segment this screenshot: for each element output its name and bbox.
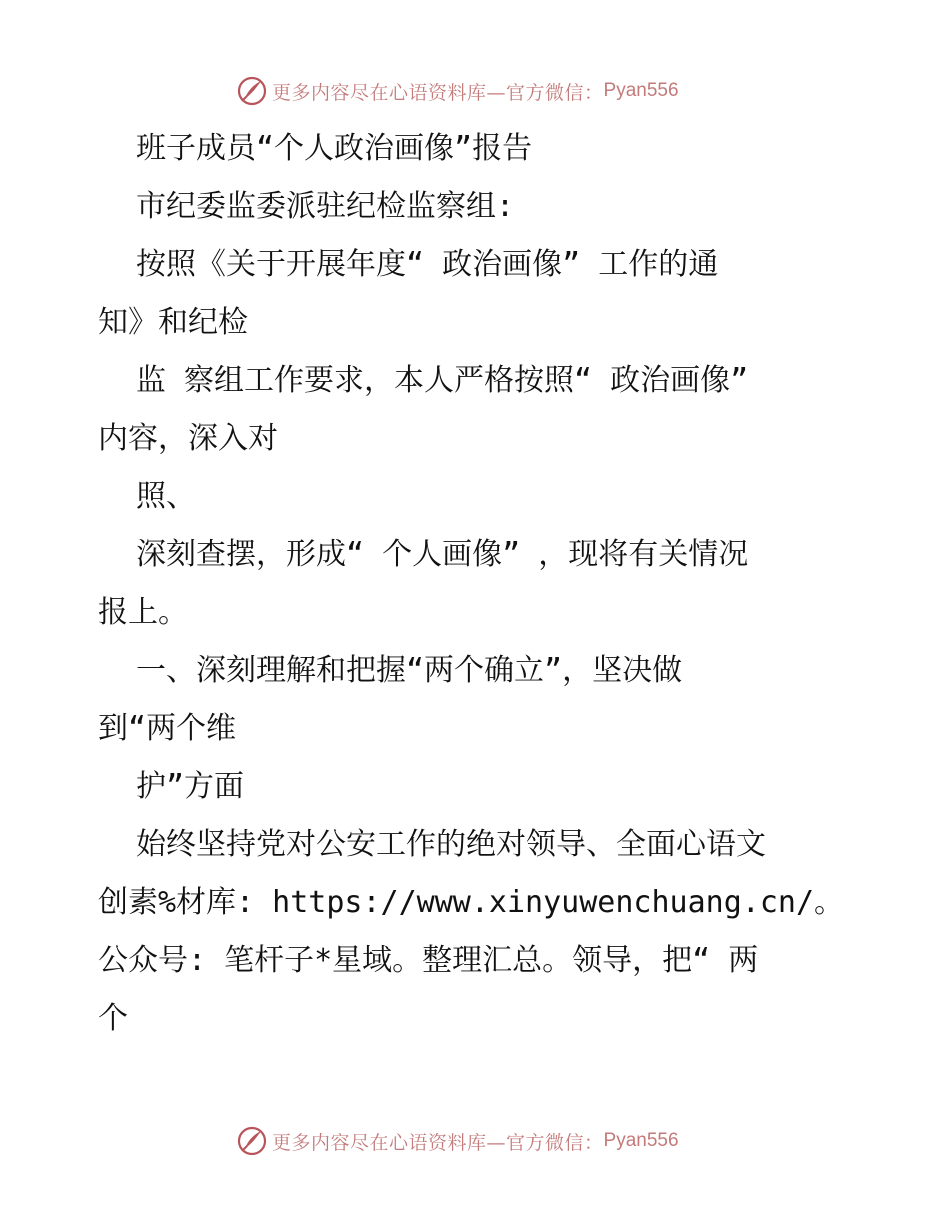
section-heading-line: 护”方面 — [136, 769, 245, 804]
paragraph-line: 照、 — [136, 479, 196, 514]
header-watermark — [236, 74, 679, 108]
paragraph-line: 始终坚持党对公安工作的绝对领导、全面心语文 — [136, 827, 766, 862]
paragraph-line: 监 察组工作要求，本人严格按照“ 政治画像” — [136, 363, 749, 398]
document-body — [98, 120, 858, 1048]
paragraph-line: 创素%材库: https://www.xinyuwenchuang.cn/。 — [98, 885, 845, 920]
addressee-line: 市纪委监委派驻纪检监察组: — [136, 189, 515, 224]
section-heading-line: 到“两个维 — [98, 711, 237, 746]
paragraph-line: 公众号: 笔杆子*星域。整理汇总。领导，把“ 两 — [98, 943, 759, 978]
paragraph-line: 报上。 — [98, 595, 188, 630]
paragraph-line: 个 — [98, 1001, 128, 1036]
paragraph-line: 深刻查摆，形成“ 个人画像” ，现将有关情况 — [136, 537, 749, 572]
watermark-handle: Pyan556 — [603, 80, 679, 101]
watermark-handle: Pyan556 — [603, 1130, 679, 1151]
document-title: 班子成员“个人政治画像”报告 — [136, 131, 533, 166]
paragraph-line: 知》和纪检 — [98, 305, 248, 340]
section-heading-line: 一、深刻理解和把握“两个确立”，坚决做 — [136, 653, 683, 688]
paragraph-line: 按照《关于开展年度“ 政治画像” 工作的通 — [136, 247, 719, 282]
paragraph-line: 内容，深入对 — [98, 421, 278, 456]
quill-logo-icon — [236, 1125, 268, 1157]
footer-watermark — [236, 1124, 679, 1158]
watermark-text: 更多内容尽在心语资料库—官方微信： — [272, 81, 604, 104]
quill-logo-icon — [236, 75, 268, 107]
watermark-text: 更多内容尽在心语资料库—官方微信： — [272, 1131, 604, 1154]
